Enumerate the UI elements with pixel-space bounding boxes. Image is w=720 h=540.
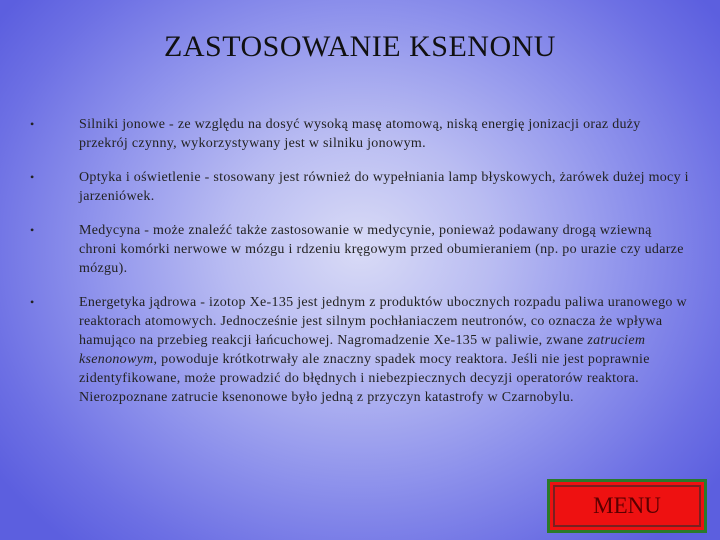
bullet-icon: • [30,295,35,309]
menu-button[interactable] [547,479,707,533]
bullet-item-optics [0,168,689,206]
bullet-list [0,115,720,422]
bullet-item-ion-engines [0,115,689,153]
bullet-item-medicine [0,221,689,278]
bullet-text [79,295,687,405]
bullet-icon: • [30,223,35,237]
bullet-text: Medycyna - może znaleźć także zastosowanie w medycynie, ponieważ podawany drogą wziewną chroni komórki nerwowe w mózgu i rdzeniu kręgowym przed obumieraniem (np. po urazie czy udarze mózgu). [79,223,684,276]
bullet-icon: • [30,170,35,184]
bullet-text-italic: zatruciem ksenonowym [79,333,646,367]
bullet-text: Optyka i oświetlenie - stosowany jest również do wypełniania lamp błyskowych, żarówek dużej mocy i jarzeniówek. [79,170,689,204]
bullet-item-nuclear-energy [0,293,689,407]
bullet-text: Silniki jonowe - ze względu na dosyć wysoką masę atomową, niską energię jonizacji oraz duży przekrój czynny, wykorzystywany jest w silniku jonowym. [79,117,641,151]
page-title: ZASTOSOWANIE KSENONU [164,30,556,63]
menu-button-label: MENU [593,493,661,518]
bullet-icon: • [30,117,35,131]
bullet-text-part: , powoduje krótkotrwały ale znaczny spadek mocy reaktora. Jeśli nie jest poprawnie zidentyfikowane, może prowadzić do błędnych i niebezpiecznych decyzji operatorów reaktora. Nierozpoznane zatrucie ksenonowe było jedną z przyczyn katastrofy w Czarnobylu. [79,352,650,405]
bullet-text-part: Energetyka jądrowa - izotop Xe-135 jest jednym z produktów ubocznych rozpadu paliwa uranowego w reaktorach atomowych. Jednocześnie jest silnym pochłaniaczem neutronów, co oznacza że wpływa hamująco na przebieg reakcji łańcuchowej. Nagromadzenie Xe-135 w paliwie, zwane [79,295,687,348]
